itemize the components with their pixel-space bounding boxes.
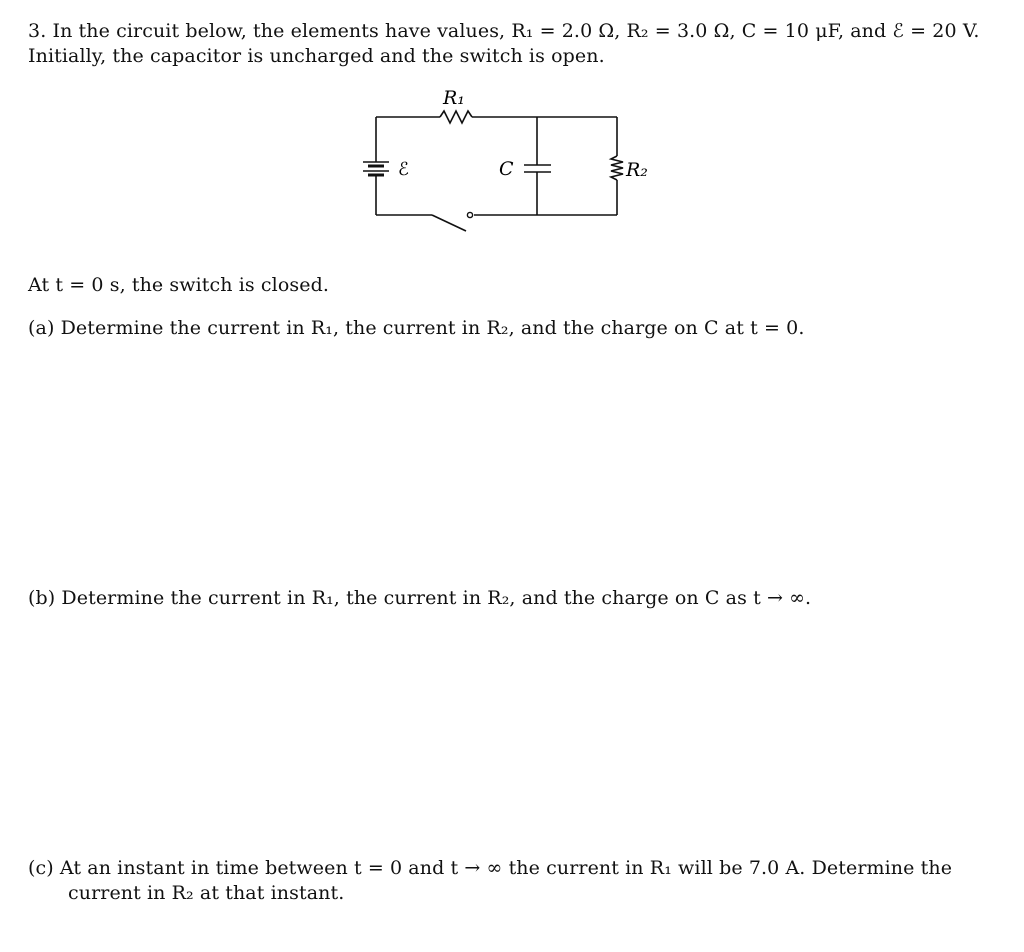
label-r1: R₁ <box>443 87 465 109</box>
resistor-r1 <box>440 111 472 123</box>
part-c-question-line-2: current in R₂ at that instant. <box>68 882 345 904</box>
part-c-question-line-1: (c) At an instant in time between t = 0 and t → ∞ the current in R₁ will be 7.0 A. Determine the <box>28 857 953 879</box>
problem-intro-line-2: Initially, the capacitor is uncharged and the switch is open. <box>28 45 605 67</box>
part-a-question: (a) Determine the current in R₁, the current in R₂, and the charge on C at t = 0. <box>28 317 805 339</box>
label-r2: R₂ <box>626 159 648 181</box>
label-emf: ℰ <box>398 159 409 180</box>
switch-closed-statement: At t = 0 s, the switch is closed. <box>28 274 329 296</box>
part-b-question: (b) Determine the current in R₁, the current in R₂, and the charge on C as t → ∞. <box>28 587 812 609</box>
label-capacitor: C <box>499 158 514 180</box>
circuit-diagram <box>0 0 1024 240</box>
problem-intro-line-1: 3. In the circuit below, the elements have values, R₁ = 2.0 Ω, R₂ = 3.0 Ω, C = 10 μF, and ℰ = 20 V. <box>28 20 980 42</box>
switch-terminal <box>467 212 472 217</box>
resistor-r2 <box>611 156 623 180</box>
switch-blade <box>432 215 466 231</box>
